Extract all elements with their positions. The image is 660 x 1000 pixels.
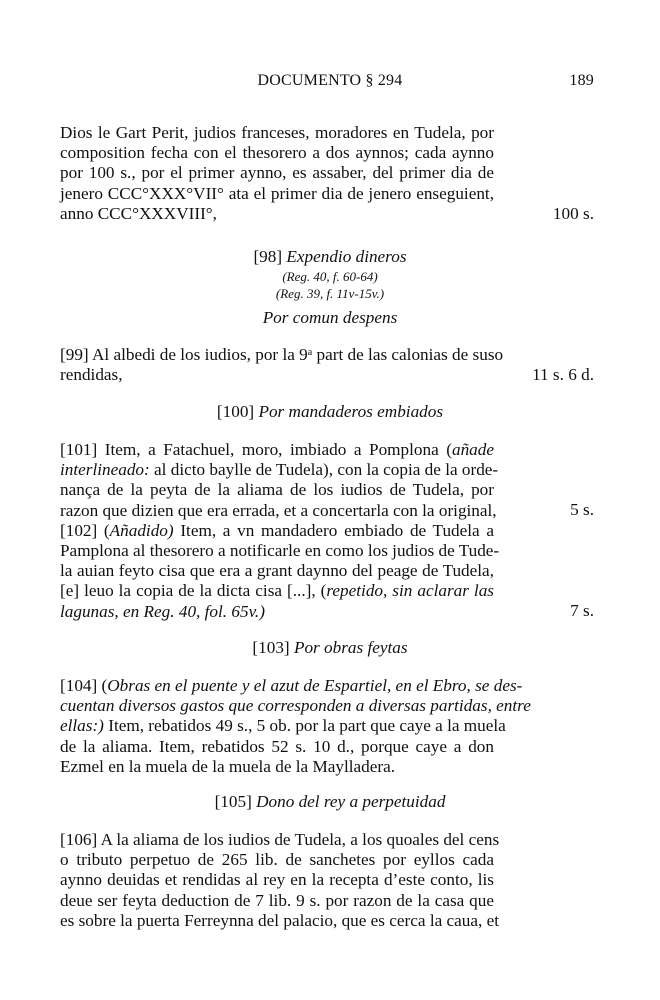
italic-run: ellas:) bbox=[60, 716, 104, 736]
text-line: nança de la peyta de la aliama de los iudios de Tudela, por bbox=[60, 480, 494, 500]
section-title: Por obras feytas bbox=[293, 638, 408, 657]
text-run: part de las calonias de suso bbox=[312, 345, 504, 364]
text-line: Pamplona al thesorero a notificarle en como los judios de Tude- bbox=[60, 540, 500, 560]
register-ref: (Reg. 40, f. 60-64) bbox=[282, 269, 378, 284]
text-line: es sobre la puerta Ferreynna del palacio, que es cerca la caua, et bbox=[60, 910, 500, 930]
text-run: [102] ( bbox=[60, 520, 110, 540]
text-line bbox=[60, 345, 504, 365]
text-line: [106] A la aliama de los iudios de Tudela, a los quoales del cens bbox=[60, 830, 500, 849]
text-line bbox=[60, 440, 494, 460]
section-heading-105 bbox=[0, 792, 660, 812]
running-title: DOCUMENTO § 294 bbox=[257, 72, 403, 89]
subheading: Por comun despens bbox=[262, 308, 398, 327]
italic-run: añade bbox=[451, 440, 494, 459]
text-run: [104] ( bbox=[60, 676, 108, 695]
text-line bbox=[60, 581, 494, 601]
paragraph-99 bbox=[60, 345, 504, 385]
paragraph-101 bbox=[60, 440, 500, 622]
text-line bbox=[60, 460, 499, 480]
text-run: [101] Item, a Fatachuel, moro, imbiado a Pomplona ( bbox=[60, 440, 452, 459]
section-title: Expendio dineros bbox=[286, 247, 407, 266]
text-line: jenero CCC°XXX°VII° ata el primer dia de jenero enseguient, bbox=[60, 183, 494, 203]
text-line: razon que dizien que era errada, et a concertarla con la original, bbox=[60, 500, 497, 520]
text-line: composition fecha con el thesorero a dos aynnos; cada aynno bbox=[60, 143, 494, 163]
amount-97: 100 s. bbox=[552, 204, 594, 223]
text-line: la auian feyto cisa que era a grant daynno del peage de Tudela, bbox=[60, 561, 494, 581]
text-line: Dios le Gart Perit, judios franceses, moradores en Tudela, por bbox=[60, 123, 494, 142]
text-line bbox=[60, 521, 494, 541]
text-run: [99] Al albedi de los iudios, por la 9 bbox=[60, 345, 308, 364]
paragraph-106 bbox=[60, 830, 500, 931]
amount-101: 5 s. bbox=[570, 500, 594, 519]
page-number: 189 bbox=[569, 72, 594, 89]
text-line: Ezmel en la muela de la muela de la Maylladera. bbox=[60, 756, 395, 776]
italic-run: interlineado: bbox=[60, 460, 150, 480]
amount-102: 7 s. bbox=[570, 601, 594, 620]
text-line: cuentan diversos gastos que corresponden a diversas partidas, entre bbox=[60, 696, 531, 716]
section-title: Por mandaderos embiados bbox=[258, 402, 444, 421]
text-line: deue ser feyta deduction de 7 lib. 9 s. por razon de la casa que bbox=[60, 890, 494, 910]
amount-99: 11 s. 6 d. bbox=[532, 365, 594, 384]
italic-run: Añadido) bbox=[109, 520, 174, 540]
text-line: por 100 s., por el primer aynno, es assaber, del primer dia de bbox=[60, 163, 494, 183]
text-line: rendidas, bbox=[60, 365, 123, 385]
text-run: Item, a vn mandadero embiado de Tudela a bbox=[173, 520, 494, 540]
section-title: Dono del rey a perpetuidad bbox=[256, 792, 446, 811]
register-ref: (Reg. 39, f. 11v-15v.) bbox=[275, 286, 385, 301]
section-number: [103] bbox=[252, 638, 290, 657]
section-heading-98 bbox=[0, 247, 660, 267]
superscript: a bbox=[307, 347, 313, 358]
text-line: de la aliama. Item, rebatidos 52 s. 10 d., porque caye a don bbox=[60, 736, 494, 756]
italic-run: Obras en el puente y el azut de Espartiel, en el Ebro, se des- bbox=[107, 676, 523, 695]
text-line bbox=[60, 676, 523, 696]
text-line: aynno deuidas et rendidas al rey en la recepta d’este conto, lis bbox=[60, 870, 494, 890]
section-number: [105] bbox=[214, 792, 252, 811]
text-line bbox=[60, 602, 494, 622]
italic-run: repetido, sin aclarar las bbox=[326, 581, 494, 601]
paragraph-104 bbox=[60, 676, 531, 777]
text-run: [e] leuo la copia de la dicta cisa [...], ( bbox=[60, 581, 327, 601]
section-number: [98] bbox=[253, 247, 283, 266]
text-line: anno CCC°XXXVIII°, bbox=[60, 203, 217, 223]
section-number: [100] bbox=[216, 402, 255, 421]
text-line: o tributo perpetuo de 265 lib. de sanchetes por eyllos cada bbox=[60, 850, 494, 870]
text-run: Item, rebatidos 49 s., 5 ob. por la part que caye a la muela bbox=[103, 716, 506, 736]
text-line bbox=[60, 716, 506, 736]
section-heading-103 bbox=[0, 638, 660, 658]
italic-run: lagunas, en Reg. 40, fol. 65v.) bbox=[60, 601, 265, 621]
paragraph-97 bbox=[60, 123, 494, 224]
text-run: al dicto baylle de Tudela), con la copia de la orde- bbox=[149, 460, 499, 480]
section-heading-100 bbox=[0, 402, 660, 422]
